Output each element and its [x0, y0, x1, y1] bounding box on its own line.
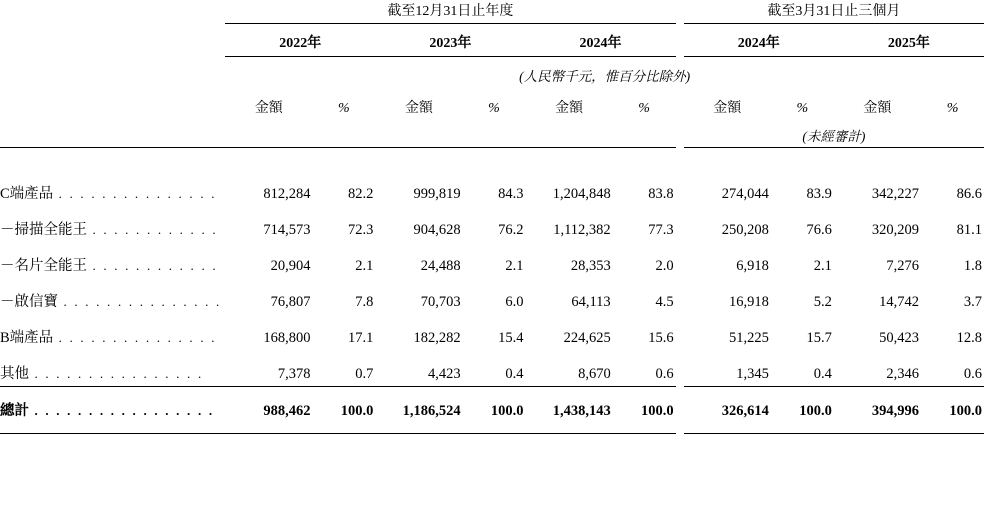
table-row: [0, 350, 984, 387]
year-header-gap: [676, 24, 684, 57]
cell-percent: 76.6: [806, 222, 832, 238]
cell-amount: 714,573: [263, 222, 311, 238]
year-header-blank: [0, 24, 225, 57]
row-label-leader-dots: . . . . . . . . . . . . . . . . .: [29, 403, 215, 418]
sub-header-amount-2024q1: 金額: [713, 101, 742, 116]
bottom-rule-2023-pct: [463, 434, 526, 435]
table-row: [0, 278, 984, 314]
sub-header-amount-2024: 金額: [555, 101, 584, 116]
cell-amount: 70,703: [420, 294, 461, 310]
bottom-rule-2023-amt: [375, 434, 462, 435]
row-gap-cell: [676, 170, 684, 206]
sub-header-blank: [0, 87, 225, 119]
cell-percent: 100.0: [921, 387, 984, 424]
cell-percent: 2.1: [505, 258, 524, 274]
cell-amount: 342,227: [871, 186, 920, 202]
cell-amount: 64,113: [571, 294, 611, 310]
row-gap-cell: [676, 350, 684, 387]
cell-amount: 8,670: [578, 366, 611, 382]
cell-amount: 16,918: [729, 294, 769, 310]
cell-amount: 326,614: [684, 387, 771, 424]
cell-percent: 12.8: [956, 330, 982, 346]
sub-header-amount-2022: 金額: [254, 101, 283, 116]
cell-percent: 17.1: [347, 330, 374, 346]
footer-bottom-rule: [0, 434, 984, 435]
row-label-leader-dots: . . . . . . . . . . . .: [87, 258, 218, 273]
cell-percent: 2.1: [355, 258, 374, 274]
cell-amount: 182,282: [413, 330, 461, 346]
bottom-rule-2025q1-pct: [921, 434, 984, 435]
cell-amount: 1,438,143: [525, 387, 612, 424]
cell-amount: 812,284: [263, 186, 311, 202]
unaudited-note: (未經審計): [802, 129, 866, 144]
cell-amount: 1,345: [736, 366, 769, 382]
cell-percent: 4.5: [655, 294, 674, 310]
sub-header-amount-2023: 金額: [404, 101, 433, 116]
row-label-text: －啟信寶: [0, 294, 58, 310]
cell-amount: 24,488: [420, 258, 461, 274]
bottom-rule-2024-pct: [613, 434, 676, 435]
cell-percent: 0.6: [963, 366, 982, 382]
group-header-quarter: 截至3月31日止三個月: [684, 0, 984, 24]
unaudited-note-blank: [0, 119, 684, 147]
cell-percent: 100.0: [463, 387, 526, 424]
cell-amount: 250,208: [721, 222, 769, 238]
cell-amount: 274,044: [721, 186, 769, 202]
cell-percent: 77.3: [648, 222, 674, 238]
cell-percent: 2.1: [813, 258, 832, 274]
cell-amount: 6,918: [736, 258, 769, 274]
unit-note: (人民幣千元，惟百分比除外): [519, 69, 691, 84]
cell-percent: 82.2: [347, 186, 374, 202]
cell-amount: 76,807: [270, 294, 311, 310]
cell-amount: 904,628: [413, 222, 461, 238]
row-gap-cell: [676, 206, 684, 242]
cell-amount: 224,625: [563, 330, 611, 346]
cell-amount: 28,353: [570, 258, 611, 274]
footer-bottom-spacer-cell: [0, 423, 984, 434]
cell-amount: 320,209: [871, 222, 920, 238]
sub-header-percent-2023: %: [488, 101, 500, 116]
year-header-2022: 2022年: [225, 24, 375, 57]
row-gap-cell: [676, 314, 684, 350]
cell-percent: 81.1: [956, 222, 982, 238]
cell-percent: 7.8: [355, 294, 374, 310]
cell-percent: 72.3: [347, 222, 374, 238]
row-label-leader-dots: . . . . . . . . . . . . . . .: [58, 294, 222, 309]
table-body: [0, 148, 984, 424]
bottom-rule-2024q1-amt: [684, 434, 771, 435]
table-row: [0, 242, 984, 278]
cell-amount: 168,800: [263, 330, 311, 346]
sub-header-percent-2024q1: %: [796, 101, 809, 116]
bottom-rule-blank: [0, 434, 225, 435]
row-label-text: C端產品: [0, 186, 54, 202]
cell-percent: 15.4: [498, 330, 524, 346]
sub-header-gap: [676, 87, 684, 119]
unit-note-row: [0, 57, 984, 88]
cell-percent: 15.6: [648, 330, 674, 346]
group-header-gap: [676, 0, 684, 24]
body-top-spacer: [0, 148, 984, 171]
cell-percent: 83.8: [648, 186, 674, 202]
cell-percent: 0.4: [813, 366, 832, 382]
year-header-2025-q1: 2025年: [834, 24, 984, 57]
cell-amount: 1,204,848: [552, 186, 611, 202]
year-header-row: [0, 24, 984, 57]
table-row: [0, 314, 984, 350]
cell-amount: 51,225: [729, 330, 769, 346]
bottom-rule-2022-amt: [225, 434, 312, 435]
cell-percent: 100.0: [613, 387, 676, 424]
unaudited-note-row: [0, 119, 984, 147]
row-label: [0, 314, 225, 350]
cell-amount: 20,904: [270, 258, 311, 274]
cell-percent: 86.6: [956, 186, 982, 202]
table-footer: [0, 423, 984, 434]
row-gap-cell: [676, 278, 684, 314]
bottom-rule-2025q1-amt: [834, 434, 921, 435]
row-label-text: 其他: [0, 366, 29, 382]
cell-percent: 1.8: [963, 258, 982, 274]
cell-percent: 83.9: [806, 186, 832, 202]
row-label-text: 總計: [0, 403, 29, 419]
bottom-rule-2024q1-pct: [771, 434, 834, 435]
row-label-leader-dots: . . . . . . . . . . . . . . .: [53, 330, 217, 345]
row-label-leader-dots: . . . . . . . . . . . . . . .: [53, 186, 217, 201]
row-label-leader-dots: . . . . . . . . . . . .: [87, 222, 218, 237]
sub-header-percent-2022: %: [338, 101, 350, 116]
cell-amount: 999,819: [413, 186, 461, 202]
year-header-2024-q1: 2024年: [684, 24, 834, 57]
unit-note-blank: [0, 57, 225, 88]
cell-amount: 2,346: [886, 366, 920, 382]
cell-percent: 0.7: [355, 366, 374, 382]
cell-amount: 1,186,524: [375, 387, 462, 424]
cell-amount: 7,378: [277, 366, 311, 382]
cell-amount: 4,423: [427, 366, 461, 382]
row-gap-cell: [676, 242, 684, 278]
table-header: [0, 0, 984, 148]
year-header-2023: 2023年: [375, 24, 525, 57]
table-row: [0, 206, 984, 242]
cell-amount: 988,462: [225, 387, 312, 424]
body-top-spacer-cell: [0, 148, 984, 171]
row-label: [0, 242, 225, 278]
cell-percent: 15.7: [806, 330, 832, 346]
footer-bottom-spacer: [0, 423, 984, 434]
cell-amount: 50,423: [879, 330, 920, 346]
row-label: [0, 350, 225, 387]
bottom-rule-2022-pct: [312, 434, 375, 435]
cell-percent: 100.0: [771, 387, 834, 424]
cell-amount: 7,276: [886, 258, 920, 274]
cell-percent: 76.2: [498, 222, 524, 238]
cell-amount: 14,742: [879, 294, 920, 310]
year-header-2024-annual: 2024年: [525, 24, 675, 57]
table-total-row: [0, 387, 984, 424]
cell-percent: 100.0: [312, 387, 375, 424]
cell-percent: 0.6: [655, 366, 674, 382]
group-header-annual: 截至12月31日止年度: [225, 0, 675, 24]
bottom-rule-2024-amt: [525, 434, 612, 435]
cell-percent: 2.0: [655, 258, 674, 274]
cell-amount: 394,996: [834, 387, 921, 424]
sub-header-percent-2025q1: %: [946, 101, 959, 116]
cell-amount: 1,112,382: [553, 222, 611, 238]
cell-percent: 6.0: [505, 294, 524, 310]
sub-header-percent-2024: %: [638, 101, 650, 116]
cell-percent: 3.7: [963, 294, 982, 310]
sub-header-row: [0, 87, 984, 119]
sub-header-amount-2025q1: 金額: [863, 101, 892, 116]
row-label: [0, 387, 225, 424]
row-label-text: －掃描全能王: [0, 222, 87, 238]
cell-percent: 0.4: [505, 366, 524, 382]
row-label: [0, 206, 225, 242]
row-label: [0, 278, 225, 314]
bottom-rule-gap: [676, 434, 684, 435]
table-row: [0, 170, 984, 206]
row-label-text: B端產品: [0, 330, 54, 346]
row-label: [0, 170, 225, 206]
group-header-row: [0, 0, 984, 24]
row-gap-cell: [676, 387, 684, 424]
cell-percent: 5.2: [813, 294, 832, 310]
cell-percent: 84.3: [498, 186, 524, 202]
group-header-blank: [0, 0, 225, 24]
row-label-leader-dots: . . . . . . . . . . . . . . . .: [29, 366, 204, 381]
row-label-text: －名片全能王: [0, 258, 87, 274]
